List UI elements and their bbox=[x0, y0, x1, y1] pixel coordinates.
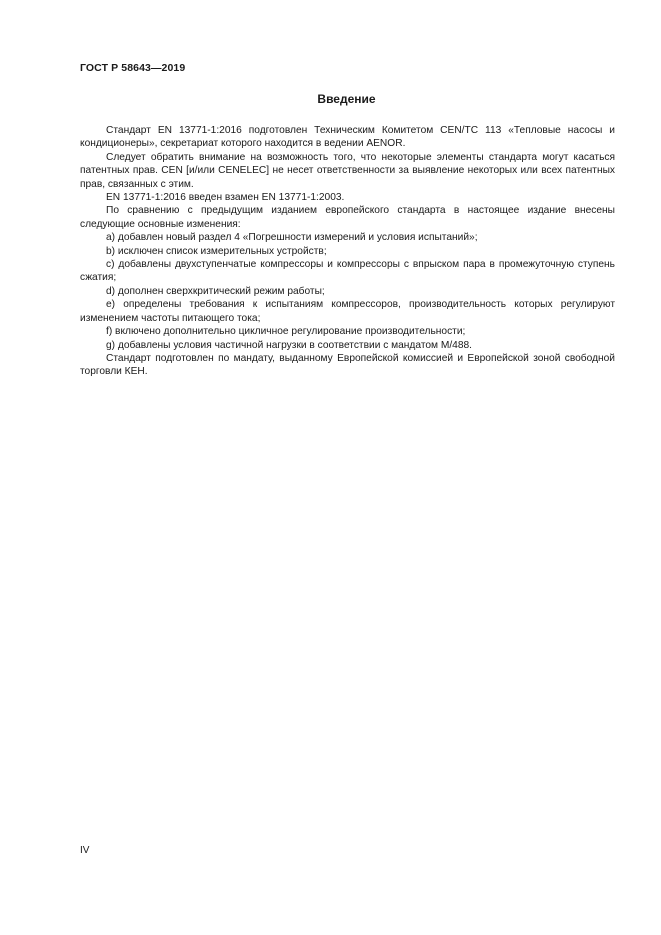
introduction-body bbox=[80, 124, 615, 379]
paragraph: Стандарт EN 13771-1:2016 подготовлен Техническим Комитетом CEN/TC 113 «Тепловые насосы и кондиционеры», секретариат которого находится в ведении AENOR. bbox=[80, 125, 615, 150]
list-item: f) включено дополнительно цикличное регулирование производительности; bbox=[106, 326, 466, 338]
document-code: ГОСТ Р 58643—2019 bbox=[80, 62, 186, 74]
section-title: Введение bbox=[317, 92, 376, 106]
list-item: d) дополнен сверхкритический режим работы; bbox=[106, 285, 325, 297]
list-item: e) определены требования к испытаниям компрессоров, производительность которых регулируют изменением частоты питающего тока; bbox=[80, 299, 615, 324]
list-item: b) исключен список измерительных устройств; bbox=[106, 245, 327, 257]
page-number: IV bbox=[80, 845, 90, 856]
paragraph: EN 13771-1:2016 введен взамен EN 13771-1:2003. bbox=[106, 192, 345, 204]
list-item: a) добавлен новый раздел 4 «Погрешности измерений и условия испытаний»; bbox=[106, 232, 478, 244]
paragraph: По сравнению с предыдущим изданием европейского стандарта в настоящее издание внесены следующие основные изменения: bbox=[80, 205, 615, 230]
paragraph: Следует обратить внимание на возможность того, что некоторые элементы стандарта могут касаться патентных прав. CEN [и/или CENELEC] не несет ответственности за выявление некоторых или всех патентных прав, связанных с этим. bbox=[80, 151, 615, 190]
list-item: g) добавлены условия частичной нагрузки в соответствии с мандатом M/488. bbox=[106, 339, 473, 351]
list-item: c) добавлены двухступенчатые компрессоры и компрессоры с впрыском пара в промежуточную ступень сжатия; bbox=[80, 259, 615, 284]
paragraph: Стандарт подготовлен по мандату, выданному Европейской комиссией и Европейской зоной свободной торговли КЕН. bbox=[80, 352, 615, 378]
